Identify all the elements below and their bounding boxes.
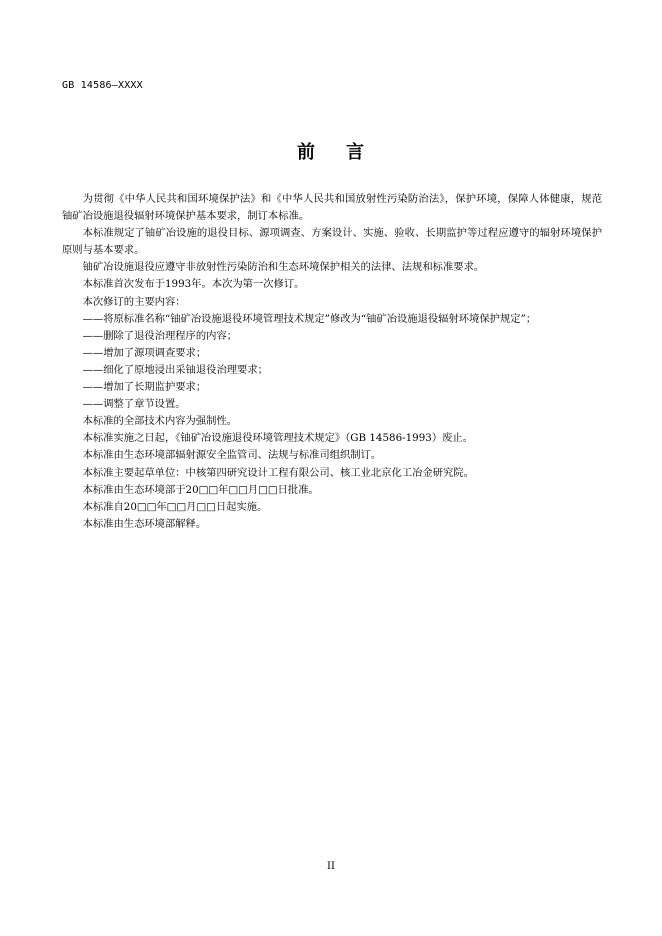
paragraph-compliance: 铀矿冶设施退役应遵守非放射性污染防治和生态环境保护相关的法律、法规和标准要求。 bbox=[82, 261, 485, 274]
page-title bbox=[0, 138, 662, 164]
change-item: ——调整了章节设置。 bbox=[82, 398, 186, 411]
standard-code: GB 14586—XXXX bbox=[62, 80, 143, 91]
paragraph-purpose: 为贯彻《中华人民共和国环境保护法》和《中华人民共和国放射性污染防治法》，保护环境，保障人体健康，规范铀矿冶设施退役辐射环境保护基本要求，制订本标准。 bbox=[62, 193, 602, 223]
change-item: ——增加了长期监护要求； bbox=[82, 381, 207, 394]
page-number: II bbox=[327, 861, 335, 872]
change-item: ——删除了退役治理程序的内容； bbox=[82, 329, 238, 342]
paragraph-approval: 本标准由生态环境部于20□□年□□月□□日批准。 bbox=[82, 483, 319, 496]
change-item: ——增加了源项调查要求； bbox=[82, 346, 207, 359]
paragraph-interpretation: 本标准由生态环境部解释。 bbox=[82, 517, 207, 530]
paragraph-history: 本标准首次发布于1993年。本次为第一次修订。 bbox=[82, 278, 305, 291]
paragraph-mandatory: 本标准的全部技术内容为强制性。 bbox=[82, 415, 238, 428]
paragraph-scope: 本标准规定了铀矿冶设施的退役目标、源项调查、方案设计、实施、验收、长期监护等过程应遵守的辐射环境保护原则与基本要求。 bbox=[62, 227, 602, 257]
paragraph-organizer: 本标准由生态环境部辐射源安全监管司、法规与标准司组织制订。 bbox=[82, 449, 382, 462]
change-item: ——细化了原地浸出采铀退役治理要求； bbox=[82, 363, 268, 376]
paragraph-abolish: 本标准实施之日起，《铀矿冶设施退役环境管理技术规定》（GB 14586-1993）废止。 bbox=[82, 432, 474, 445]
paragraph-effective: 本标准自20□□年□□月□□日起实施。 bbox=[82, 500, 268, 513]
paragraph-changes-intro: 本次修订的主要内容： bbox=[82, 295, 186, 308]
paragraph-drafters: 本标准主要起草单位：中核第四研究设计工程有限公司、核工业北京化工冶金研究院。 bbox=[82, 466, 474, 479]
title-char-2: 言 bbox=[346, 142, 365, 163]
change-item: ——将原标准名称“铀矿冶设施退役环境管理技术规定”修改为“铀矿冶设施退役辐射环境保护规定”； bbox=[82, 312, 537, 325]
foreword-body bbox=[62, 191, 602, 533]
title-char-1: 前 bbox=[297, 142, 316, 163]
